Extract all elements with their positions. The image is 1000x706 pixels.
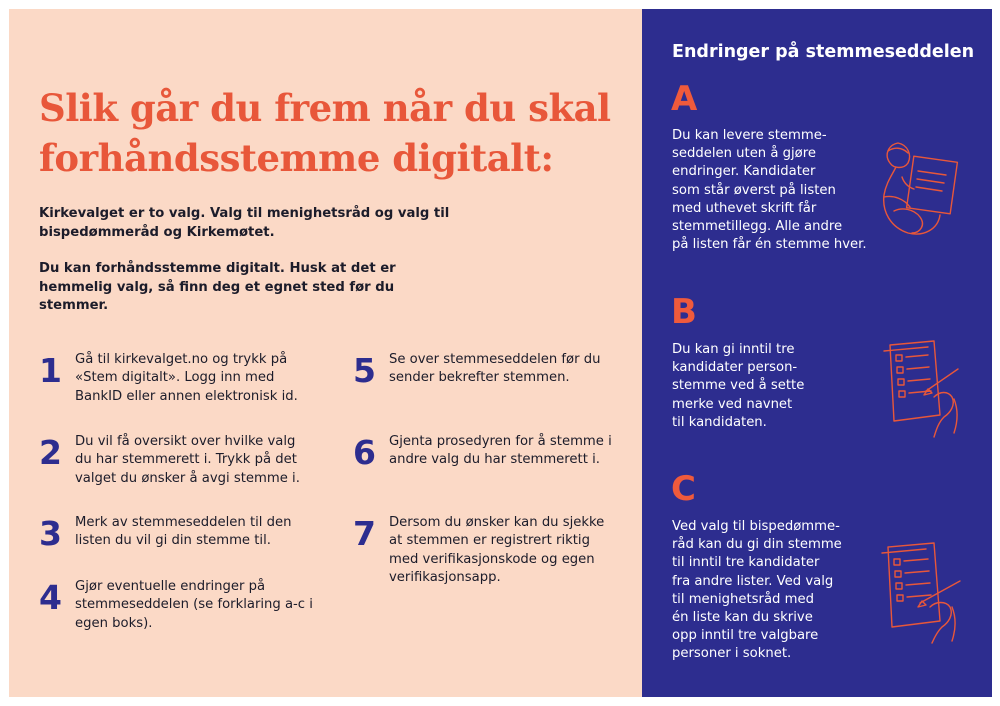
step-text: Gjør eventuelle endringer på stemmeseddelen (se forklaring a-c i egen boks). (75, 579, 313, 631)
instructions-panel (9, 9, 642, 697)
person-with-ballot-icon (880, 137, 960, 241)
intro-paragraph-1: Kirkevalget er to valg. Valg til menighetsråd og valg til bispedømmeråd og Kirkemøtet. (39, 206, 450, 240)
step-number: 4 (39, 578, 62, 617)
step-number: 3 (39, 514, 62, 553)
document-with-pen-icon (874, 541, 966, 645)
step-number: 1 (39, 351, 62, 390)
step-text: Du vil få oversikt over hvilke valg du har stemmerett i. Trykk på det valget du ønsker å avgi stemme i. (75, 434, 300, 486)
section-a-letter: A (671, 79, 698, 119)
section-c-text: Ved valg til bispedømme- råd kan du gi din stemme til inntil tre kandidater fra andre lister. Ved valg til menighetsråd med én liste kan du skrive opp inntil tre valgbare personer i soknet. (672, 519, 842, 662)
step-number: 2 (39, 433, 62, 472)
step-text: Se over stemmeseddelen før du sender bekrefter stemmen. (389, 352, 601, 386)
section-a-text: Du kan levere stemme- seddelen uten å gjøre endringer. Kandidater som står øverst på listen med uthevet skrift får stemmetillegg. Alle andre på listen får én stemme hver. (672, 128, 867, 253)
intro-paragraph-2: Du kan forhåndsstemme digitalt. Husk at det er hemmelig valg, så finn deg et egnet sted før du stemmer. (39, 261, 396, 313)
section-c-letter: C (671, 469, 696, 509)
step-text: Gjenta prosedyren for å stemme i andre valg du har stemmerett i. (389, 434, 612, 468)
step-number: 6 (353, 433, 376, 472)
step-text: Gå til kirkevalget.no og trykk på «Stem digitalt». Logg inn med BankID eller annen elektronisk id. (75, 352, 298, 404)
step-text: Dersom du ønsker kan du sjekke at stemmen er registrert riktig med verifikasjonskode og egen verifikasjonsapp. (389, 515, 605, 585)
checklist-with-pen-icon (874, 339, 966, 439)
section-b-letter: B (671, 292, 697, 332)
ballot-changes-panel (642, 9, 992, 697)
section-b-text: Du kan gi inntil tre kandidater person- stemme ved å sette merke ved navnet til kandidaten. (672, 342, 805, 430)
step-text: Merk av stemmeseddelen til den listen du vil gi din stemme til. (75, 515, 292, 549)
panel-title: Endringer på stemmeseddelen (672, 42, 975, 62)
page-title: Slik går du frem når du skal forhåndsstemme digitalt: (39, 86, 611, 180)
step-number: 5 (353, 351, 376, 390)
step-number: 7 (353, 514, 376, 553)
